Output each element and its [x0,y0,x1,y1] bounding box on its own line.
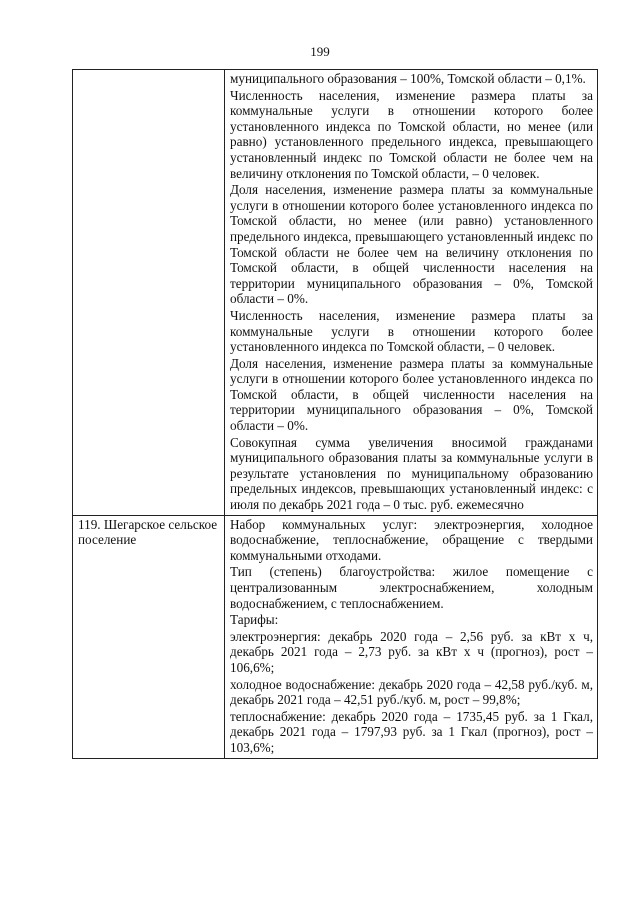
paragraph: Набор коммунальных услуг: электроэнергия, холодное водоснабжение, теплоснабжение, обращение с твердыми коммунальными отходами. [230,516,593,563]
paragraph: Доля населения, изменение размера платы за коммунальные услуги в отношении которого более установленного индекса по Томской области, но менее (или равно) установленного предельного индекса, превышающего установленный индекс по Томской области не более чем на величину отклонения по Томской области, в общей численности населения на территории муниципального образования – 0%, Томской области – 0%. [230,182,593,307]
page-number: 199 [310,44,330,59]
description-cell [225,70,598,516]
paragraph: электроэнергия: декабрь 2020 года – 2,56 руб. за кВт х ч, декабрь 2021 года – 2,73 руб. за кВт х ч (прогноз), рост – 106,6%; [230,628,593,675]
paragraph: Тарифы: [230,612,279,628]
municipality-name: 119. Шегарское сельское поселение [78,516,218,548]
municipality-name-cell [73,515,225,758]
paragraph: Совокупная сумма увеличения вносимой гражданами муниципального образования платы за коммунальные услуги в результате установления по муниципальному образованию предельных индексов, превышающих установленный индекс: с июля по декабрь 2021 года – 0 тыс. руб. ежемесячно [230,434,593,513]
table-row [73,70,598,516]
paragraph: холодное водоснабжение: декабрь 2020 года – 42,58 руб./куб. м, декабрь 2021 года – 42,51 руб./куб. м, рост – 99,8%; [230,676,593,708]
paragraph: Тип (степень) благоустройства: жилое помещение с централизованным электроснабжением, холодным водоснабжением, с теплоснабжением. [230,564,593,611]
paragraph: муниципального образования – 100%, Томской области – 0,1%. [230,71,586,86]
municipal-table [72,69,598,759]
paragraph: теплоснабжение: декабрь 2020 года – 1735,45 руб. за 1 Гкал, декабрь 2021 года – 1797,93 руб. за 1 Гкал (прогноз), рост – 103,6%; [230,708,593,755]
description-cell [225,515,598,758]
paragraph: Доля населения, изменение размера платы за коммунальные услуги в отношении которого более установленного индекса по Томской области, в общей численности населения на территории муниципального образования – 0%, Томской области – 0%. [230,355,593,434]
municipality-name-cell [73,70,225,516]
paragraph: Численность населения, изменение размера платы за коммунальные услуги в отношении которого более установленного индекса по Томской области, – 0 человек. [230,307,593,355]
table-row [73,515,598,758]
paragraph: Численность населения, изменение размера платы за коммунальные услуги в отношении которого более установленного индекса по Томской области, но менее (или равно) установленного предельного индекса, превышающего установленный индекс по Томской области не более чем на величину отклонения по Томской области, – 0 человек. [230,87,593,181]
